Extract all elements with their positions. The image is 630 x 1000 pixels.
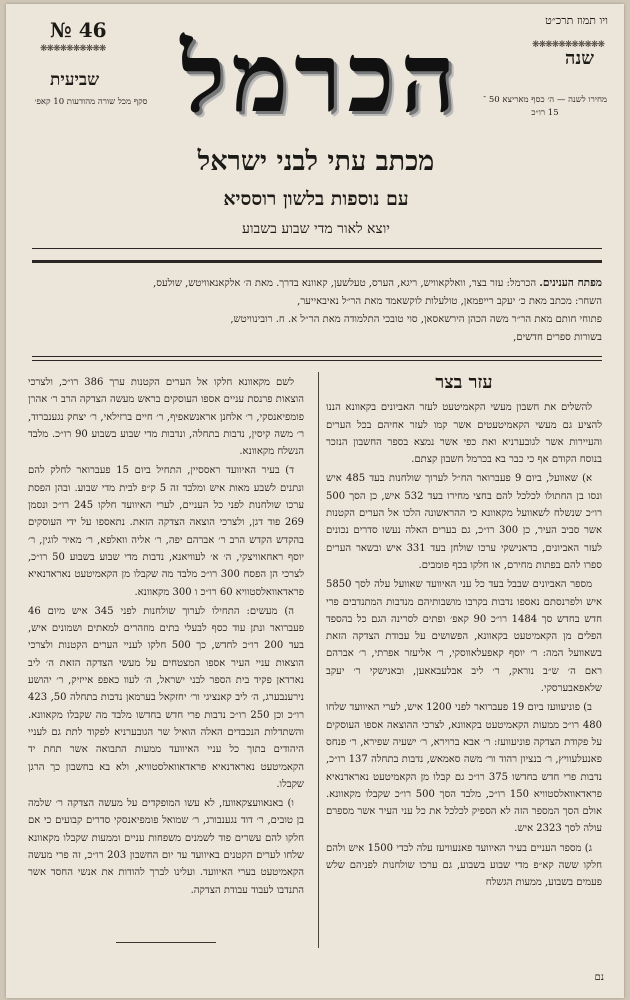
contents-line [32, 274, 602, 293]
subtitle-weekly: יוצא לאור מדי שבוע בשבוע [242, 221, 390, 237]
article-paragraph: ג) מספר העניים בעיר האיוועד פאנעוויעז עלה לכדי 1500 איש ולהם חלקו ששה קא״פ מדי שבוע בשבוע, גם ערכו שולחנות לפניהם שלש פעמים בשבוע, ממעות הגשלח [326, 842, 602, 889]
article-paragraph: ד) בעיר האיוועד ראססיין, התחיל ביום 15 פעברואר לחלק להם ונתנים לשבע מאות איש ומלבד זה 5 ק״פ לבית מדי שבוע. ובהן הפסת ערכו שולחנות לפני כל העניים, לערי האיוועד חלקו 245 רו״כ ונסמן 269 פוד דגן, ולצרכי הוצאה הצדקה הזאת. נתאספו על ידי העוסקים בהקדש הקדש הרב ר׳ אברהם יפה, ר׳ אליה וואלפא, ר׳ מאיר לוגין, ר׳ יוסף ראחאוויצקי, ה׳ א׳ לעוויאנא, נדבות מדי שבוע בשבוע 50 רו״כ, לצרכי הן הפסח 300 רו״כ מלבד מה שקבלו מן הקאמיטעט נאראדנאיא פראדאוואלסטוויא 60 רו״כ ו 300 מקאוונא. [28, 465, 305, 598]
ornament-right: ❋❋❋❋❋❋❋❋❋❋❋ [532, 40, 604, 50]
article-paragraph: א) שאוועל, ביום 9 פעברואר הח״ל לערוך שולחנות בעד 485 איש ונסו בן החתולו לכלכל להם בחצי מחירו בעד 532 איש, כן הסך 500 רו״כ שנשלח לשאוועל מקאוונא כי ההראשונה הלכו אל הערים הקטנות אשר סביב העיר, כן 300 רו״כ, גם בערים האלה נעשו סדרים נכונים לעזר האביונים, בדאנישקי ערכו שולחן בעד 331 איש ובשאר הערים ספרו להם בפתות מחירם, או חלקו בכף פומבים. [326, 473, 603, 571]
article-column-left [28, 374, 304, 901]
article-paragraph: להשלים את חשבון מעשי הקאמיטעט לעזר האביונים בקאוונא הננו להציע גם מעשי הקאמיטעטים אשר קמו לעזר אחיהם בכל הערים והעיירות אשר לגובערניא ואת כפי אשר נמצא בספר החשבון הנזכר בנוסח הקודם אף כי כבר בא בכרמל חשבון קצתם. [326, 402, 602, 466]
ad-price: סקף מכל שורה מהודעות 10 קאפ׳ [34, 97, 148, 107]
issue-number: № 46 [50, 18, 107, 42]
ornament-left: ❋❋❋❋❋❋❋❋❋❋ [40, 44, 106, 54]
contents-text: הכרמל: עזר בצר, וואלקאוויש, ריגא, הערס, טעלשען, קאוונא בדרך. מאת ה׳ אלקאנאוויטש, שולעס, [153, 278, 537, 289]
contents-line: בשורות ספרים חדשים, [513, 332, 602, 343]
page-footer-mark: נם [594, 972, 604, 983]
divider [32, 260, 602, 263]
volume-label: שביעית [50, 70, 100, 90]
article-column-right [326, 374, 602, 894]
subscription-price: מחירו לשנה — ה׳ כסף מאריצא 50 ־ 15 רו״כ [482, 95, 608, 118]
article-paragraph: ו) באנאוועצקאוועז, לא עשו המופקדים על מעשה הצדקה ר׳ שלמה בן טובים, ר׳ דוד נגענבורג, ר׳ שמואל פומפיאנסקי סדרים קבועים כי אם חלקו להם עשרים פוד לשמנים משפחות עניים וממעות שקבלו מקאוונא שלחו לערים הקטנים באיוועד עד יום החשבון 203 רו״כ, זה פרי מעשה הקאמיטעט בערי האיוועד. ועלינו לברך להודות את אנשי החסד אשר התנדבו לעבוד עבודת הצדקה. [28, 798, 304, 896]
newspaper-page [6, 4, 624, 998]
column-divider [318, 372, 319, 948]
article-heading: עזר בצר [435, 372, 493, 393]
article-paragraph: לשם מקאוונא חלקו אל הערים הקטנות ערך 386 רו״כ, ולצרכי הוצאות פרנסת עניים אספו העוסקים בראש מעשה הצדקה הרב ר׳ אהרן פומפיאנסקי, ר׳ אלחנן אראנשאפיף, ר׳ חיים ברזילאי, ר׳ יצחק נגענברוד, ר׳ משה קיסין, נדבות בתחלה, ונדבות מדי שבוע בשבוע 90 רו״כ. מלבד הנשלח מקאוונא. [28, 377, 304, 458]
table-of-contents [32, 274, 602, 347]
divider [32, 360, 602, 361]
masthead-title: הכרמל [180, 21, 462, 134]
subtitle-main: מכתב עתי לבני ישראל [197, 146, 435, 177]
article-paragraph: ב) פוניעוועז ביום 19 פעברואר לפני 1200 איש, לערי האיוועד שלחו 480 רו״כ ממעות הקאמיטעט בקאוונא, לצרכי ההוצאה אספו העוסקים על פקודת הצדקה פוניעוועז: ר׳ אבא ברוירא, ר׳ ישעיה שפירא, ר׳ פנחס פאנעלעוויץ, ר׳ בנציון רהוד ור׳ משה סאמאש, נדבות בתחלה 137 רו״כ, נדבות פרי חדש בחדשו 375 רו״כ גם קבלו מן הקאמיטעט נאראדנאיא פראדאוואלסטוויא 150 רו״כ, מלבד הסך 500 רו״כ שקבלו מקאוונא. אולם הסך המספר הזה לא הספיק לכלכל את כל עני העיר אשר מספרם עולה לסך 2323 איש. [326, 702, 602, 835]
article-paragraph: מספר האביונים שבבל בעד כל עני האיוועד שאוועל עלה לסך 5850 איש ולפרנסתם נאספו נדבות בקרבו מושבותיהם מנדבות המתנדבים פרי חדש בחדש סך 1484 רו״כ 90 קאפ׳ ופתים לסרינה הגם כל בהספד הפלים מן הקאמיטעט בקאוונא, הפשושים על עבודת הצדקה הזאת בשאוועל המה: ר׳ יוסף קאפעלאווסקי, ר׳ אליעזר אפרתי, ר׳ אברהם ראם ה׳ ש״ב נוראק, ר׳ ליב אבלעבאאען, ובאנישקי ר׳ יעקב שלאפאבערסקי. [326, 579, 603, 695]
divider [32, 248, 602, 249]
contents-line: פתוחי חותם מאת הר״ר משה הכהן הירשאסאן, סוי טובכי התלמודה מאת הר״ל א. ח. רובינוויטש, [230, 314, 602, 325]
article-paragraph: ה) מעשים: התחילו לערוך שולחנות לפני 345 איש מיום 46 פעברואר ונתן עוד כסף לבעלי בתים מוזהרים למאתים ושמונים איש, בעד 200 רו״כ לחדש, כך 500 חלקו לעניי הערים הקטנות ולצרכי הוצאות עניי העיר אספו המצטחים על מעשי הצדקה הזאת ה׳ ליב נארדאן פקיד בית הספר לבני ישראל, ה׳ לעוו כאפפ אייזיק, ר׳ יהושע נירענבערג, ה׳ ליב קאנציגי ור׳ יחזקאל בערמאן נדבות בתחלה 50, 423 רו״כ וכן 250 רו״כ נדבות פרי חדש בחדשו מלבד מה שקבלו מקאוונא. והשתדלות הנכבדים האלה הואיל שר הגובערניא לפקוד לתת גם לעניי היהודים בתוך כל עניי האיוועד ממעות התבואה אשר תחת יד הקאמיטעט נאראדנאיא פראדאוואלסטוויא, ולא בא בחשבון כך הרגן שקבלו. [28, 605, 304, 790]
contents-label: מפתח הענינים. [539, 277, 602, 289]
subtitle-russian-supplement: עם נוספות בלשון רוססיא [223, 188, 409, 210]
issue-date: ויו תמוז תרכ״ט [545, 14, 608, 27]
end-rule [116, 942, 216, 943]
contents-line: השחר: מכתב מאת כ׳ יעקב רייפמאן, טולעלות לוקשאמד מאת הר״ל נאיבאייער, [297, 296, 602, 307]
year-label: שנה [565, 48, 594, 69]
divider [32, 356, 602, 357]
